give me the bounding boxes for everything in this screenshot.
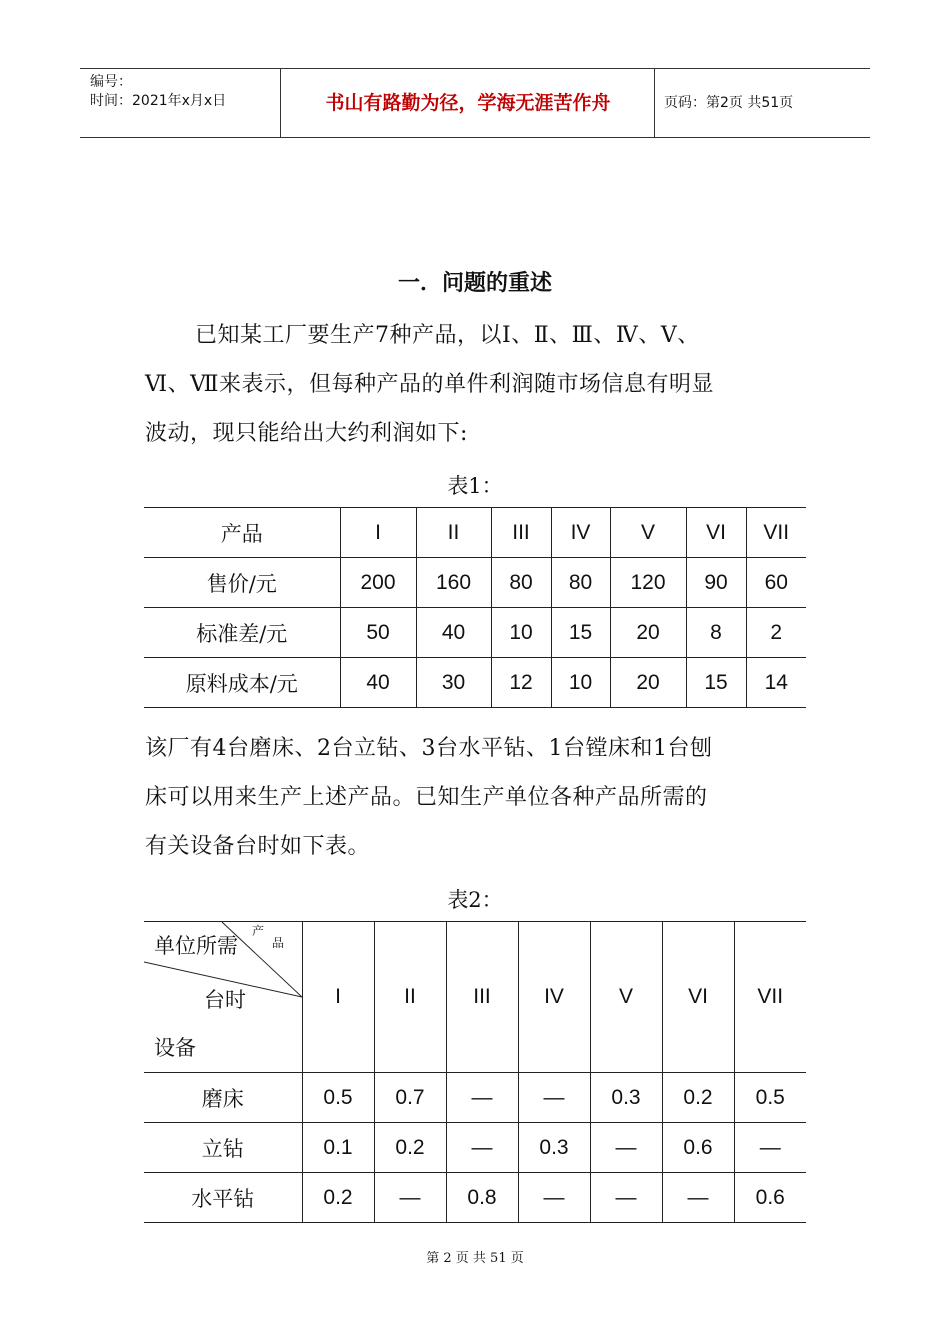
doc-number-label: 编号： (90, 74, 132, 90)
table-cell: — (446, 1123, 518, 1173)
paragraph-line: 有关设备台时如下表。 (145, 834, 371, 859)
page-header (80, 68, 870, 138)
row-label: 原料成本/元 (144, 658, 340, 708)
equipment-paragraph (145, 724, 807, 871)
table-row (144, 1173, 806, 1223)
table-cell: 12 (491, 658, 551, 708)
table-cell: 80 (491, 558, 551, 608)
table-header-cell: 产品 (144, 508, 340, 558)
table-cell: 10 (551, 658, 610, 708)
table-cell: 160 (416, 558, 491, 608)
table-header-cell: II (416, 508, 491, 558)
table-header-row (144, 508, 806, 558)
paragraph-line: 床可以用来生产上述产品。已知生产单位各种产品所需的 (145, 785, 708, 810)
header-page-label: 页码：第2页 共51页 (664, 95, 794, 111)
table-cell: 40 (340, 658, 416, 708)
table-cell: 0.3 (590, 1073, 662, 1123)
table-cell: 0.8 (446, 1173, 518, 1223)
table-cell: 15 (551, 608, 610, 658)
diagonal-corner-cell (144, 922, 302, 1073)
table-cell: 14 (746, 658, 806, 708)
table-header-cell: IV (518, 922, 590, 1073)
equipment-hours-table (144, 921, 806, 1223)
table-cell: 0.2 (662, 1073, 734, 1123)
table-row (144, 1073, 806, 1123)
table-row (144, 558, 806, 608)
header-motto: 书山有路勤为径，学海无涯苦作舟 (325, 92, 611, 114)
row-label: 立钻 (144, 1123, 302, 1173)
table-row (144, 1123, 806, 1173)
table-cell: — (446, 1073, 518, 1123)
table-header-cell: I (302, 922, 374, 1073)
table-header-cell: VII (746, 508, 806, 558)
paragraph-line: 波动，现只能给出大约利润如下: (145, 421, 468, 446)
table-header-cell: V (610, 508, 686, 558)
table-cell: 0.1 (302, 1123, 374, 1173)
corner-equipment-label: 设备 (154, 1036, 196, 1060)
table-header-cell: I (340, 508, 416, 558)
table-cell: 20 (610, 608, 686, 658)
table-cell: 50 (340, 608, 416, 658)
table-cell: 80 (551, 558, 610, 608)
paragraph-line: 该厂有4台磨床、2台立钻、3台水平钻、1台镗床和1台刨 (145, 736, 713, 761)
table-cell: 0.5 (734, 1073, 806, 1123)
table1-caption: 表1： (447, 474, 503, 498)
table-header-cell: III (446, 922, 518, 1073)
page-footer: 第 2 页 共 51 页 (426, 1251, 524, 1266)
table-cell: 0.2 (374, 1123, 446, 1173)
table-cell: — (734, 1123, 806, 1173)
section-title: 一．问题的重述 (397, 271, 552, 296)
table-cell: 30 (416, 658, 491, 708)
paragraph-line: 已知某工厂要生产7种产品，以Ⅰ、Ⅱ、Ⅲ、Ⅳ、Ⅴ、 (195, 323, 700, 348)
header-divider (280, 69, 281, 137)
table-header-cell: VI (662, 922, 734, 1073)
table-cell: 60 (746, 558, 806, 608)
table-cell: 10 (491, 608, 551, 658)
table-cell: 120 (610, 558, 686, 608)
intro-paragraph (145, 311, 807, 458)
table-cell: 2 (746, 608, 806, 658)
table-header-row (144, 922, 806, 1073)
table-row (144, 658, 806, 708)
table-cell: 8 (686, 608, 746, 658)
table-cell: 40 (416, 608, 491, 658)
table-cell: 0.5 (302, 1073, 374, 1123)
header-meta (90, 73, 226, 111)
table-cell: 0.6 (734, 1173, 806, 1223)
table-header-cell: VI (686, 508, 746, 558)
table-cell: — (590, 1123, 662, 1173)
table-header-cell: IV (551, 508, 610, 558)
table-header-cell: V (590, 922, 662, 1073)
paragraph-line: Ⅵ、Ⅶ来表示，但每种产品的单件利润随市场信息有明显 (145, 372, 715, 397)
table-cell: 0.3 (518, 1123, 590, 1173)
corner-hours-label: 台时 (204, 988, 246, 1012)
row-label: 磨床 (144, 1073, 302, 1123)
table-cell: — (662, 1173, 734, 1223)
profit-table (144, 507, 806, 708)
table-cell: — (374, 1173, 446, 1223)
table-header-cell: II (374, 922, 446, 1073)
table-cell: — (590, 1173, 662, 1223)
table-cell: 15 (686, 658, 746, 708)
table-cell: 0.7 (374, 1073, 446, 1123)
table-cell: 0.2 (302, 1173, 374, 1223)
corner-product-label: 产 (252, 924, 265, 938)
table-row (144, 608, 806, 658)
table-header-cell: VII (734, 922, 806, 1073)
row-label: 水平钻 (144, 1173, 302, 1223)
header-divider (654, 69, 655, 137)
table-cell: 90 (686, 558, 746, 608)
table-cell: — (518, 1173, 590, 1223)
table2-caption: 表2： (447, 888, 503, 912)
doc-date-label: 时间：2021年x月x日 (90, 93, 227, 109)
table-cell: 0.6 (662, 1123, 734, 1173)
table-cell: 200 (340, 558, 416, 608)
table-header-cell: III (491, 508, 551, 558)
table-cell: 20 (610, 658, 686, 708)
row-label: 售价/元 (144, 558, 340, 608)
table-cell: — (518, 1073, 590, 1123)
row-label: 标准差/元 (144, 608, 340, 658)
corner-product-label: 品 (272, 936, 285, 950)
corner-unit-label: 单位所需 (154, 934, 238, 958)
